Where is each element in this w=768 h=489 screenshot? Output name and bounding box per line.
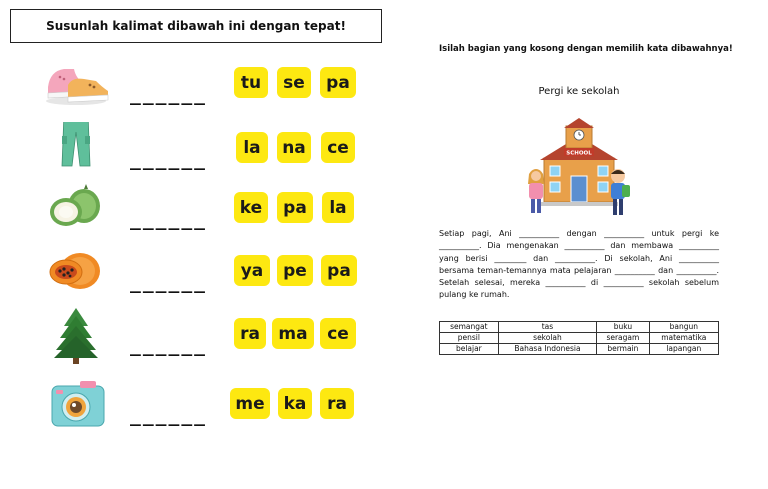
syllable-tile: ra (320, 388, 354, 419)
answer-blank: ______ (130, 210, 208, 231)
table-row (440, 322, 719, 333)
instruction-header: Isilah bagian yang kosong dengan memilih kata dibawahnya! (439, 44, 733, 54)
syllable-tile: ke (234, 192, 268, 223)
exercise-row-3 (40, 182, 370, 232)
exercise-row-6 (40, 378, 370, 428)
table-cell: pensil (440, 333, 499, 344)
exercise-row-2 (40, 122, 370, 172)
syllable-tile: pa (277, 192, 313, 223)
table-row (440, 344, 719, 355)
trousers-icon (40, 122, 112, 172)
table-cell: bermain (597, 344, 649, 355)
exercise-row-1 (40, 57, 370, 107)
syllable-tile: ya (234, 255, 270, 286)
exercise-row-4 (40, 245, 370, 295)
answer-blank: ______ (130, 406, 208, 427)
papaya-icon (40, 245, 112, 295)
table-cell: seragam (597, 333, 649, 344)
table-cell: sekolah (498, 333, 597, 344)
table-cell: bangun (649, 322, 718, 333)
syllable-tile: tu (234, 67, 268, 98)
syllable-tile: na (277, 132, 311, 163)
answer-blank: ______ (130, 150, 208, 171)
school-sign-text: SCHOOL (566, 150, 592, 157)
answer-blank: ______ (130, 336, 208, 357)
syllable-tile: la (322, 192, 354, 223)
syllable-tile: se (277, 67, 311, 98)
syllable-tile: ra (234, 318, 266, 349)
table-cell: lapangan (649, 344, 718, 355)
syllable-tile: ce (321, 132, 355, 163)
table-cell: Bahasa Indonesia (498, 344, 597, 355)
syllable-tile: ka (278, 388, 312, 419)
syllable-tile: me (230, 388, 270, 419)
story-paragraph-text: Setiap pagi, Ani __________ dengan __________ untuk pergi ke __________. Dia mengenakan __________ dan membawa __________ yang berisi ________ dan __________. Di sekolah, Ani __________ bersama teman-temannya mata pelajaran __________ dan __________. Setelah selesai, mereka __________ di __________ sekolah sebelum pulang ke rumah. (439, 229, 722, 300)
shoes-icon (40, 57, 112, 107)
exercise-row-5 (40, 308, 370, 368)
syllable-tile: ce (320, 318, 356, 349)
syllable-tile: pe (277, 255, 313, 286)
syllable-tile: pa (320, 67, 356, 98)
worksheet-title: Susunlah kalimat dibawah ini dengan tepat! (10, 9, 382, 43)
story-paragraph (439, 228, 722, 302)
table-cell: buku (597, 322, 649, 333)
table-cell: semangat (440, 322, 499, 333)
answer-blank: ______ (130, 85, 208, 106)
school-children-illustration (518, 118, 638, 224)
syllable-tile: pa (321, 255, 357, 286)
word-choice-table (439, 321, 719, 355)
answer-blank: ______ (130, 273, 208, 294)
syllable-tile: la (236, 132, 268, 163)
table-cell: belajar (440, 344, 499, 355)
pine-tree-icon (40, 308, 112, 368)
camera-icon (40, 378, 112, 428)
syllable-tile: ma (272, 318, 314, 349)
table-cell: matematika (649, 333, 718, 344)
story-title: Pergi ke sekolah (538, 86, 620, 97)
coconut-icon (40, 182, 112, 232)
table-row (440, 333, 719, 344)
table-cell: tas (498, 322, 597, 333)
